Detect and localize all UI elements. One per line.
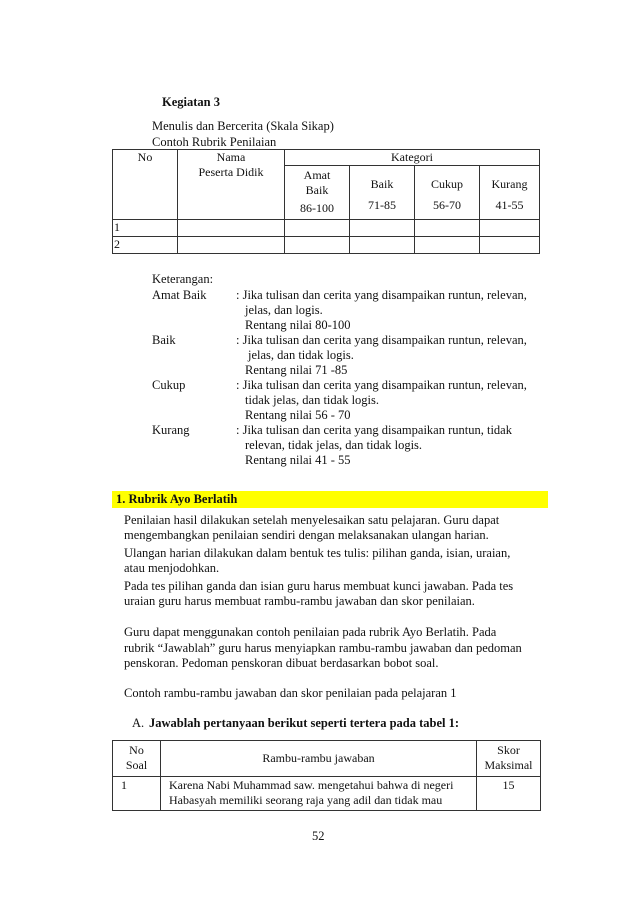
kegiatan-subtitle-1: Menulis dan Bercerita (Skala Sikap) xyxy=(152,119,334,133)
paragraph-line: Guru dapat menggunakan contoh penilaian pada rubrik Ayo Berlatih. Pada xyxy=(124,625,497,639)
ket-desc-line: Rentang nilai 56 - 70 xyxy=(245,408,351,422)
ket-desc-line: jelas, dan logis. xyxy=(245,303,323,317)
paragraph-line: Pada tes pilihan ganda dan isian guru harus membuat kunci jawaban. Pada tes xyxy=(124,579,514,593)
ket-desc-line: : Jika tulisan dan cerita yang disampaikan runtun, relevan, xyxy=(236,378,527,392)
answer-table xyxy=(112,740,541,811)
answer-row-skor: 15 xyxy=(477,777,541,811)
paragraph-line: Contoh rambu-rambu jawaban dan skor penilaian pada pelajaran 1 xyxy=(124,686,457,700)
ket-desc-line: Rentang nilai 71 -85 xyxy=(245,363,348,377)
ket-desc-line: Rentang nilai 80-100 xyxy=(245,318,351,332)
kegiatan-title: Kegiatan 3 xyxy=(162,95,220,109)
paragraph-line: atau menjodohkan. xyxy=(124,561,220,575)
rubric-cat-amat-baik: Amat Baik 86-100 xyxy=(285,166,350,220)
rubric-header-no: No xyxy=(113,150,178,220)
paragraph-line: Penilaian hasil dilakukan setelah menyelesaikan satu pelajaran. Guru dapat xyxy=(124,513,500,527)
answer-row xyxy=(113,777,541,811)
ket-desc-line: : Jika tulisan dan cerita yang disampaikan runtun, relevan, xyxy=(236,288,527,302)
question-letter: A. xyxy=(132,716,145,730)
paragraph-line: penskoran. Pedoman penskoran dibuat berdasarkan bobot soal. xyxy=(124,656,439,670)
ket-desc-line: relevan, tidak jelas, dan tidak logis. xyxy=(245,438,423,452)
section-heading: 1. Rubrik Ayo Berlatih xyxy=(116,492,238,506)
answer-header-no: No Soal xyxy=(113,741,161,777)
page-number: 52 xyxy=(312,829,325,843)
rubric-row xyxy=(113,220,540,237)
rubric-header-nama: Nama Peserta Didik xyxy=(178,150,285,220)
rubric-cat-baik: Baik 71-85 xyxy=(350,166,415,220)
ket-label-kurang: Kurang xyxy=(152,423,190,437)
keterangan-heading: Keterangan: xyxy=(152,272,214,286)
ket-label-amat-baik: Amat Baik xyxy=(152,288,207,302)
rubric-cat-cukup: Cukup 56-70 xyxy=(415,166,480,220)
paragraph-line: Ulangan harian dilakukan dalam bentuk tes tulis: pilihan ganda, isian, uraian, xyxy=(124,546,511,560)
ket-label-cukup: Cukup xyxy=(152,378,186,392)
rubric-header-kategori: Kategori xyxy=(285,150,540,166)
ket-desc-line: jelas, dan tidak logis. xyxy=(248,348,354,362)
answer-header-skor: Skor Maksimal xyxy=(477,741,541,777)
paragraph-line: mengembangkan penilaian sendiri dengan melaksanakan ulangan harian. xyxy=(124,528,489,542)
question-instruction: Jawablah pertanyaan berikut seperti tertera pada tabel 1: xyxy=(149,716,460,730)
ket-label-baik: Baik xyxy=(152,333,176,347)
kegiatan-subtitle-2: Contoh Rubrik Penilaian xyxy=(152,135,277,149)
ket-desc-line: Rentang nilai 41 - 55 xyxy=(245,453,351,467)
ket-desc-line: tidak jelas, dan tidak logis. xyxy=(245,393,380,407)
answer-row-no: 1 xyxy=(113,777,161,811)
answer-header-rambu: Rambu-rambu jawaban xyxy=(161,741,477,777)
ket-desc-line: : Jika tulisan dan cerita yang disampaikan runtun, tidak xyxy=(236,423,512,437)
rubric-cat-kurang: Kurang 41-55 xyxy=(480,166,540,220)
ket-desc-line: : Jika tulisan dan cerita yang disampaikan runtun, relevan, xyxy=(236,333,527,347)
rubric-row-no: 2 xyxy=(113,237,178,254)
rubric-table xyxy=(112,149,540,254)
paragraph-line: uraian guru harus membuat rambu-rambu jawaban dan skor penilaian. xyxy=(124,594,475,608)
rubric-row xyxy=(113,237,540,254)
answer-row-text: Karena Nabi Muhammad saw. mengetahui bahwa di negeri Habasyah memiliki seorang raja yang adil dan tidak mau xyxy=(161,777,477,811)
paragraph-line: rubrik “Jawablah” guru harus menyiapkan rambu-rambu jawaban dan pedoman xyxy=(124,641,522,655)
rubric-row-no: 1 xyxy=(113,220,178,237)
